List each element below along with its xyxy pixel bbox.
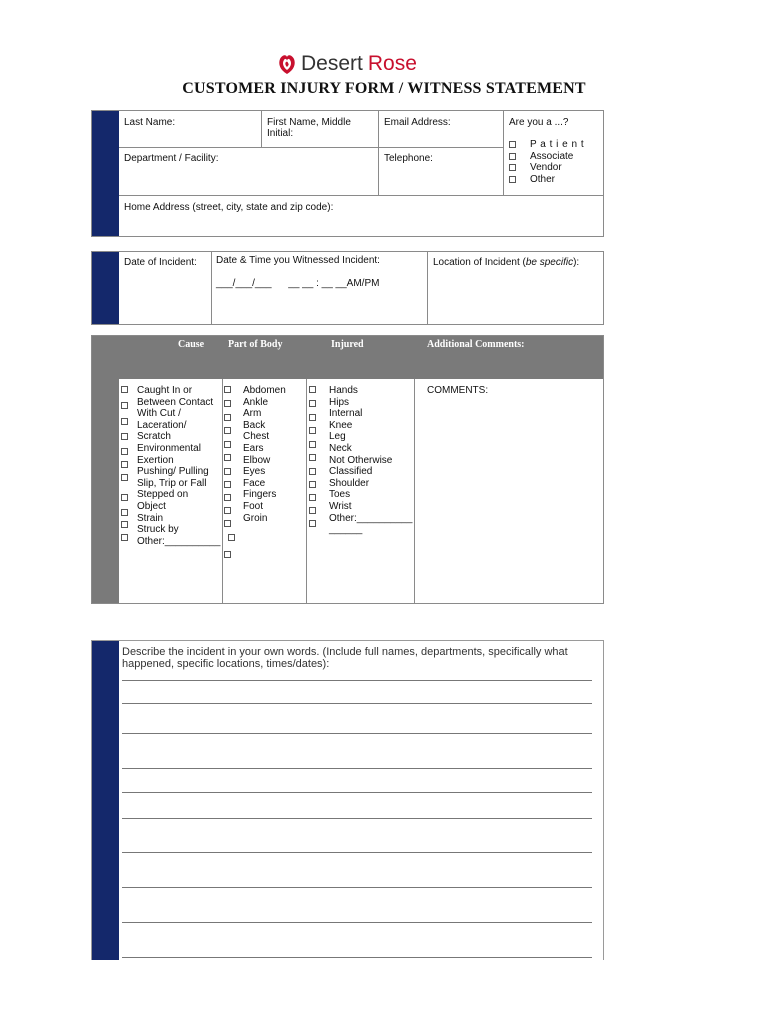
comments-field[interactable]: COMMENTS: bbox=[427, 385, 489, 396]
checkbox[interactable] bbox=[224, 414, 231, 421]
checkbox[interactable] bbox=[309, 494, 316, 501]
list-item: Caught In or bbox=[137, 385, 193, 396]
cause-list bbox=[137, 385, 220, 547]
checkbox[interactable] bbox=[509, 141, 516, 148]
checkbox[interactable] bbox=[224, 386, 231, 393]
date-of-incident-field[interactable]: Date of Incident: bbox=[124, 257, 197, 268]
checkbox[interactable] bbox=[121, 448, 128, 455]
list-item: Struck by bbox=[137, 524, 179, 536]
checkbox[interactable] bbox=[224, 551, 231, 558]
describe-incident-prompt: Describe the incident in your own words. (Include full names, departments, specifically what happened, specific locations, times/dates): bbox=[122, 646, 568, 670]
list-item: Groin bbox=[243, 512, 268, 524]
checkbox[interactable] bbox=[224, 468, 231, 475]
section4-frame bbox=[91, 640, 604, 960]
list-item: Wrist bbox=[329, 500, 352, 512]
role-options bbox=[509, 139, 584, 185]
email-field[interactable]: Email Address: bbox=[384, 117, 451, 128]
date-time-witnessed-field[interactable]: ___/___/___ __ __ : __ __AM/PM bbox=[216, 278, 380, 289]
last-name-field[interactable]: Last Name: bbox=[124, 117, 176, 128]
list-item: Ears bbox=[243, 442, 264, 454]
list-item: Environmental bbox=[137, 442, 201, 454]
list-item: Other:__________ bbox=[137, 535, 221, 547]
checkbox[interactable] bbox=[309, 468, 316, 475]
rose-icon bbox=[276, 52, 298, 76]
list-item: Strain bbox=[137, 512, 164, 524]
list-item: Slip, Trip or Fall bbox=[137, 477, 207, 489]
telephone-field[interactable]: Telephone: bbox=[384, 153, 433, 164]
list-item: Laceration/ bbox=[137, 419, 187, 431]
checkbox[interactable] bbox=[509, 164, 516, 171]
checkbox[interactable] bbox=[509, 153, 516, 160]
department-field[interactable]: Department / Facility: bbox=[124, 153, 219, 164]
checkbox[interactable] bbox=[121, 509, 128, 516]
checkbox[interactable] bbox=[224, 427, 231, 434]
checkbox[interactable] bbox=[309, 507, 316, 514]
checkbox[interactable] bbox=[309, 400, 316, 407]
checkbox[interactable] bbox=[224, 441, 231, 448]
list-item: Scratch bbox=[137, 431, 171, 443]
list-item: Stepped on bbox=[137, 489, 189, 501]
brand-word-1: Desert bbox=[301, 52, 363, 75]
list-item: Leg bbox=[329, 431, 346, 443]
list-item: Face bbox=[243, 477, 266, 489]
checkbox[interactable] bbox=[121, 521, 128, 528]
list-item: Elbow bbox=[243, 454, 271, 466]
brand-logo bbox=[276, 52, 417, 76]
header-injured: Injured bbox=[331, 339, 364, 350]
are-you-label: Are you a ...? bbox=[509, 117, 569, 128]
checkbox[interactable] bbox=[224, 494, 231, 501]
checkbox[interactable] bbox=[121, 534, 128, 541]
checkbox[interactable] bbox=[121, 433, 128, 440]
checkbox[interactable] bbox=[309, 414, 316, 421]
list-item: Hips bbox=[329, 396, 350, 408]
list-item: Hands bbox=[329, 385, 358, 396]
checkbox[interactable] bbox=[309, 386, 316, 393]
checkbox[interactable] bbox=[121, 386, 128, 393]
list-item: Knee bbox=[329, 419, 353, 431]
list-item: Ankle bbox=[243, 396, 269, 408]
header-additional-comments: Additional Comments: bbox=[427, 339, 525, 350]
list-item: Pushing/ Pulling bbox=[137, 466, 209, 478]
header-cause: Cause bbox=[178, 339, 205, 350]
list-item: Back bbox=[243, 419, 266, 431]
date-time-witnessed-label: Date & Time you Witnessed Incident: bbox=[216, 255, 380, 266]
header-part-of-body: Part of Body bbox=[228, 339, 283, 350]
checkbox[interactable] bbox=[224, 507, 231, 514]
checkbox[interactable] bbox=[224, 481, 231, 488]
checkbox[interactable] bbox=[509, 176, 516, 183]
list-item: Chest bbox=[243, 431, 270, 443]
list-item: ______ bbox=[329, 524, 363, 536]
role-option[interactable]: Associate bbox=[509, 151, 584, 163]
checkbox[interactable] bbox=[224, 400, 231, 407]
injured-list bbox=[329, 385, 412, 536]
list-item: Classified bbox=[329, 466, 373, 478]
checkbox[interactable] bbox=[309, 454, 316, 461]
list-item: Object bbox=[137, 500, 166, 512]
list-item: Abdomen bbox=[243, 385, 286, 396]
list-item: Neck bbox=[329, 442, 352, 454]
checkbox[interactable] bbox=[121, 461, 128, 468]
list-item: Internal bbox=[329, 408, 363, 420]
brand-word-2: Rose bbox=[367, 52, 417, 75]
list-item: Arm bbox=[243, 408, 262, 420]
checkbox[interactable] bbox=[309, 481, 316, 488]
list-item: Other:__________ bbox=[329, 512, 413, 524]
body-list bbox=[243, 385, 286, 524]
list-item: With Cut / bbox=[137, 408, 181, 420]
checkbox[interactable] bbox=[309, 441, 316, 448]
list-item: Eyes bbox=[243, 466, 266, 478]
checkbox[interactable] bbox=[121, 418, 128, 425]
list-item: Foot bbox=[243, 500, 264, 512]
role-option[interactable]: Vendor bbox=[509, 162, 584, 174]
location-field[interactable]: Location of Incident (be specific): bbox=[433, 257, 580, 268]
checkbox[interactable] bbox=[309, 427, 316, 434]
role-option[interactable]: P a t i e n t bbox=[509, 139, 584, 151]
checkbox[interactable] bbox=[121, 494, 128, 501]
role-option[interactable]: Other bbox=[509, 174, 584, 186]
checkbox[interactable] bbox=[121, 474, 128, 481]
list-item: Between Contact bbox=[137, 396, 214, 408]
first-name-field[interactable]: First Name, Middle Initial: bbox=[267, 117, 351, 139]
checkbox[interactable] bbox=[121, 402, 128, 409]
checkbox[interactable] bbox=[228, 534, 235, 541]
list-item: Fingers bbox=[243, 489, 277, 501]
checkbox[interactable] bbox=[224, 454, 231, 461]
page-title: CUSTOMER INJURY FORM / WITNESS STATEMENT bbox=[182, 80, 586, 97]
home-address-field[interactable]: Home Address (street, city, state and zip code): bbox=[124, 202, 334, 213]
list-item: Exertion bbox=[137, 454, 174, 466]
list-item: Not Otherwise bbox=[329, 454, 393, 466]
checkbox[interactable] bbox=[309, 520, 316, 527]
checkbox[interactable] bbox=[224, 520, 231, 527]
list-item: Shoulder bbox=[329, 477, 370, 489]
list-item: Toes bbox=[329, 489, 351, 501]
